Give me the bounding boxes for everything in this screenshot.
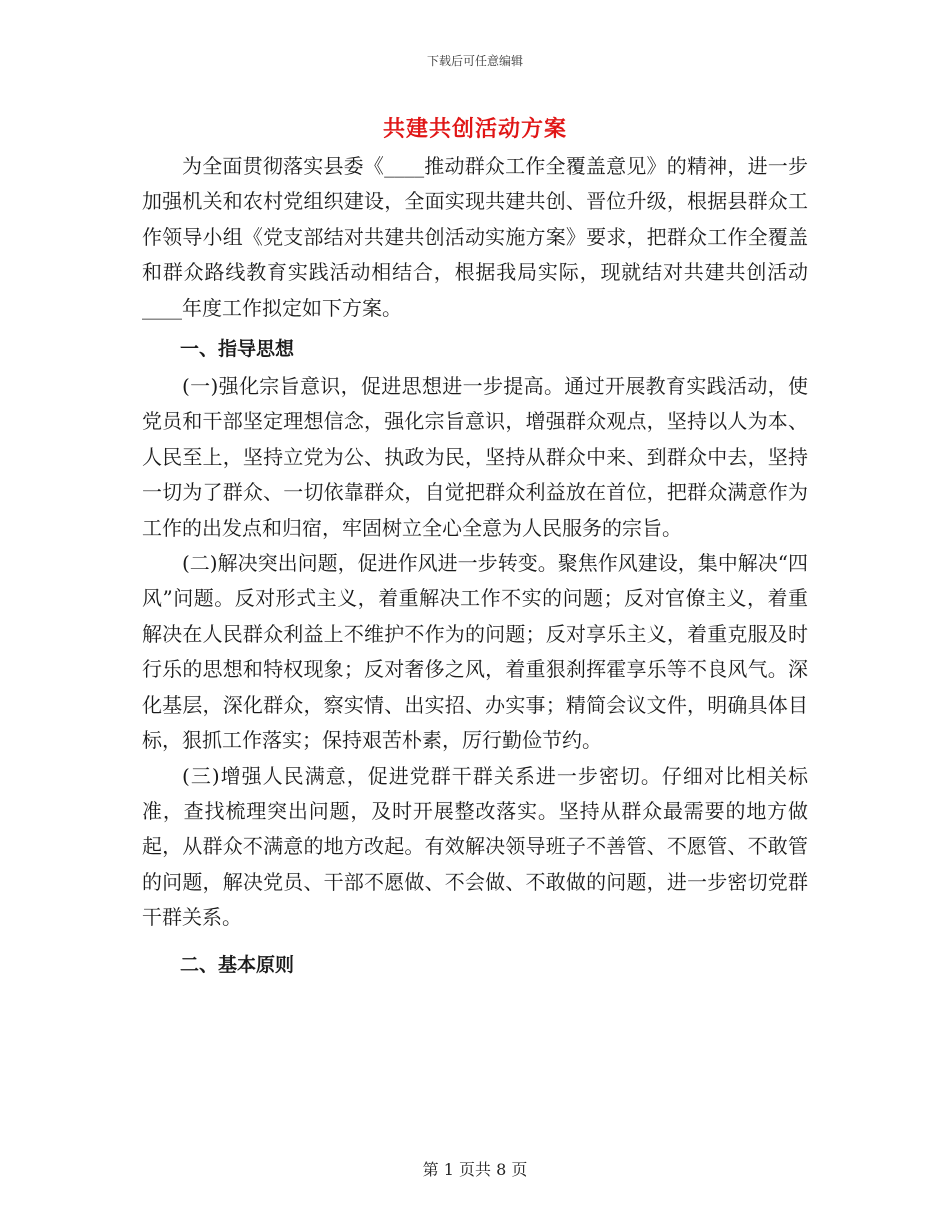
- paragraph-3: (三)增强人民满意，促进党群干群关系进一步密切。仔细对比相关标准，查找梳理突出问题，及时开展整改落实。坚持从群众最需要的地方做起，从群众不满意的地方改起。有效解决领导班子不善管、不愿管、不敢管的问题，解决党员、干部不愿做、不会做、不敢做的问题，进一步密切党群干群关系。: [142, 763, 808, 930]
- section-heading-basic-principles: 二、基本原则: [180, 953, 295, 976]
- header-note: 下载后可任意编辑: [426, 54, 523, 68]
- document-title: 共建共创活动方案: [382, 116, 567, 142]
- paragraph-2: (二)解决突出问题，促进作风进一步转变。聚焦作风建设，集中解决“四风”问题。反对形式主义，着重解决工作不实的问题；反对官僚主义，着重解决在人民群众利益上不维护不作为的问题；反对享乐主义，着重克服及时行乐的思想和特权现象；反对奢侈之风，着重狠刹挥霍享乐等不良风气。深化基层，深化群众，察实情、出实招、办实事；精简会议文件，明确具体目标，狠抓工作落实；保持艰苦朴素，厉行勤俭节约。: [142, 551, 808, 753]
- section-heading-guiding-ideology: 一、指导思想: [180, 338, 295, 361]
- intro-paragraph: 为全面贯彻落实县委《____推动群众工作全覆盖意见》的精神，进一步加强机关和农村党组织建设，全面实现共建共创、晋位升级，根据县群众工作领导小组《党支部结对共建共创活动实施方案》要求，把群众工作全覆盖和群众路线教育实践活动相结合，根据我局实际，现就结对共建共创活动____年度工作拟定如下方案。: [142, 154, 808, 320]
- page-number-footer: 第 1 页共 8 页: [422, 1160, 528, 1179]
- paragraph-1: (一)强化宗旨意识，促进思想进一步提高。通过开展教育实践活动，使党员和干部坚定理想信念，强化宗旨意识，增强群众观点，坚持以人为本、人民至上，坚持立党为公、执政为民，坚持从群众中来、到群众中去，坚持一切为了群众、一切依靠群众，自觉把群众利益放在首位，把群众满意作为工作的出发点和归宿，牢固树立全心全意为人民服务的宗旨。: [142, 374, 808, 540]
- document-body: [142, 149, 808, 985]
